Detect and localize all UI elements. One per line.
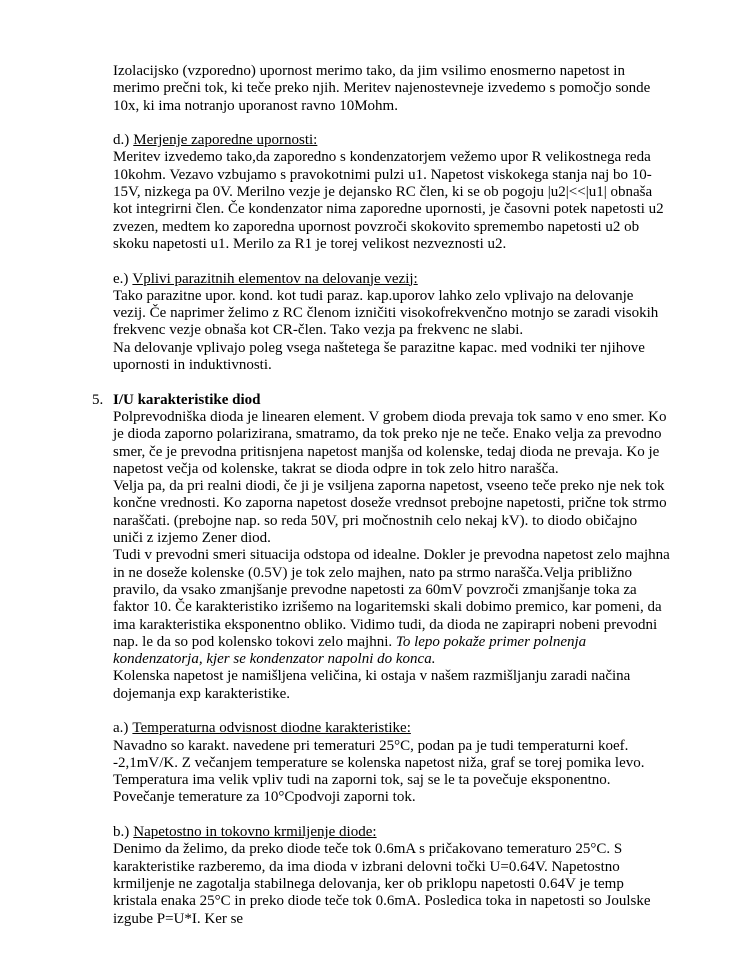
heading-iu-characteristics: I/U karakteristike diod [113, 391, 261, 408]
numbered-heading-5 [92, 391, 670, 409]
section-heading-a [113, 720, 670, 737]
paragraph-diode-ideal: Polprevodniška dioda je linearen element. V grobem dioda prevaja tok samo v eno smer. Ko je dioda zaporno polarizirana, smatramo, da tok preko nje ne teče. Enako velja za prevodno smer, če je prevodna pritisnjena napetost manjša od kolenske, tedaj dioda ne prevaja. Ko je napetost večja od kolenske, takrat se dioda odpre in tok zelo hitro narašča. [113, 408, 667, 477]
paragraph-temperature-dependence: Navadno so karakt. navedene pri temeraturi 25°C, podan pa je tudi temperaturni koef. -2,1mV/K. Z večanjem temperature se kolenska napetost niža, graf se torej pomika levo. Temperatura ima velik vpliv tudi na zaporni tok, saj se le ta povečuje eksponentno. Povečanje temerature za 10°Cpodvoji zaporni tok. [113, 737, 645, 806]
paragraph-diode-forward [113, 547, 670, 668]
section-heading-e [113, 271, 670, 288]
section-heading-b [113, 824, 670, 841]
section-marker-e: e.) [113, 270, 129, 287]
paragraph-diode-forward-italic-note: To lepo pokaže primer polnenja kondenzatorja, kjer se kondenzator napolni do konca. [113, 633, 587, 668]
paragraph-knee-voltage: Kolenska napetost je namišljena veličina, ki ostaja v našem razmišljanju zaradi načina dojemanja exp karakteristike. [113, 668, 631, 702]
section-title-d: Merjenje zaporedne upornosti: [133, 132, 318, 149]
section-marker-d: d.) [113, 132, 130, 149]
paragraph-diode-reverse: Velja pa, da pri realni diodi, če ji je vsiljena zaporna napetost, vseeno teče preko nje nek tok končne vrednosti. Ko zaporna napetost doseže vrednsot prebojne napetosti, prične tok strmo naraščati. (prebojne nap. so reda 50V, pri močnostnih celo nekaj kV). to diodo običajno uniči z izjemo Zener diod. [113, 478, 667, 547]
list-number-5: 5. [92, 391, 104, 408]
paragraph-insulation-resistance: Izolacijsko (vzporedno) upornost merimo tako, da jim vsilimo enosmerno napetost in merimo prečni tok, ki teče preko njih. Meritev najenostevneje izvedemo s pomočjo sonde 10x, ki ima notranjo uporanost ravno 10Mohm. [113, 63, 651, 114]
paragraph-voltage-current-control: Denimo da želimo, da preko diode teče tok 0.6mA s pričakovano temeraturo 25°C. S karakteristike razberemo, da ima dioda v izbrani delovni točki U=0.64V. Napetostno krmiljenje ne zagotalja stabilnega delovanja, ker ob priklopu napetosti 0.64V je temp kristala enaka 25°C in preko diode teče tok 0.6mA. Posledica toka in napetosti so Joulske izgube P=U*I. Ker se [113, 841, 651, 927]
document-page [92, 63, 670, 928]
paragraph-parasitic-1: Tako parazitne upor. kond. kot tudi paraz. kap.uporov lahko zelo vplivajo na delovanje vezij. Če naprimer želimo z RC členom izničiti visokofrekvenčno motnjo se zaradi visokih frekvenc vezje obnaša kot CR-člen. Tako vezja pa frekvenc ne slabi. [113, 287, 659, 339]
paragraph-parasitic-2: Na delovanje vplivajo poleg vsega naštetega še parazitne kapac. med vodniki ter njihove upornosti in induktivnosti. [113, 339, 645, 374]
section-marker-a: a.) [113, 720, 129, 737]
section-heading-d [113, 132, 670, 149]
blank-line [113, 807, 670, 824]
section-marker-b: b.) [113, 824, 130, 841]
section-title-a: Temperaturna odvisnost diodne karakteristike: [132, 720, 411, 737]
blank-line [113, 253, 670, 270]
blank-line [113, 115, 670, 132]
section-title-e: Vplivi parazitnih elementov na delovanje vezij: [132, 270, 418, 287]
paragraph-series-resistance: Meritev izvedemo tako,da zaporedno s kondenzatorjem vežemo upor R velikostnega reda 10kohm. Vezavo vzbujamo s pravokotnimi pulzi u1. Napetost viskokega stanja naj bo 10-15V, nizkega pa 0V. Merilno vezje je dejansko RC člen, ki se ob pogoju |u2|<<|u1| obnaša kot integrirni člen. Če kondenzator nima zaporedne upornosti, je časovni potek napetosti u2 zvezen, medtem ko zaporedna upornost povzroči skokovito spremembo napetosti u2 ob skoku napetosti u1. Merilo za R1 je torej velikost nezveznosti u2. [113, 149, 664, 252]
blank-line [113, 703, 670, 720]
blank-line [113, 374, 670, 391]
paragraph-diode-forward-text: Tudi v prevodni smeri situacija odstopa od idealne. Dokler je prevodna napetost zelo majhna in ne doseže kolenske (0.5V) je tok zelo majhen, nato pa strmo narašča.Velja približno pravilo, da vsako zmanjšanje prevodne napetosti za 60mV povzroči zmanjšanje toka za faktor 10. Če karakteristiko izrišemo na logaritemski skali dobimo premico, kar pomeni, da ima karakteristika eksponentno obliko. Vidimo tudi, da dioda ne zapirapri nobeni prevodni nap. le da so pod kolensko tokovi zelo majhni. [113, 547, 670, 650]
section-title-b: Napetostno in tokovno krmiljenje diode: [133, 824, 377, 841]
